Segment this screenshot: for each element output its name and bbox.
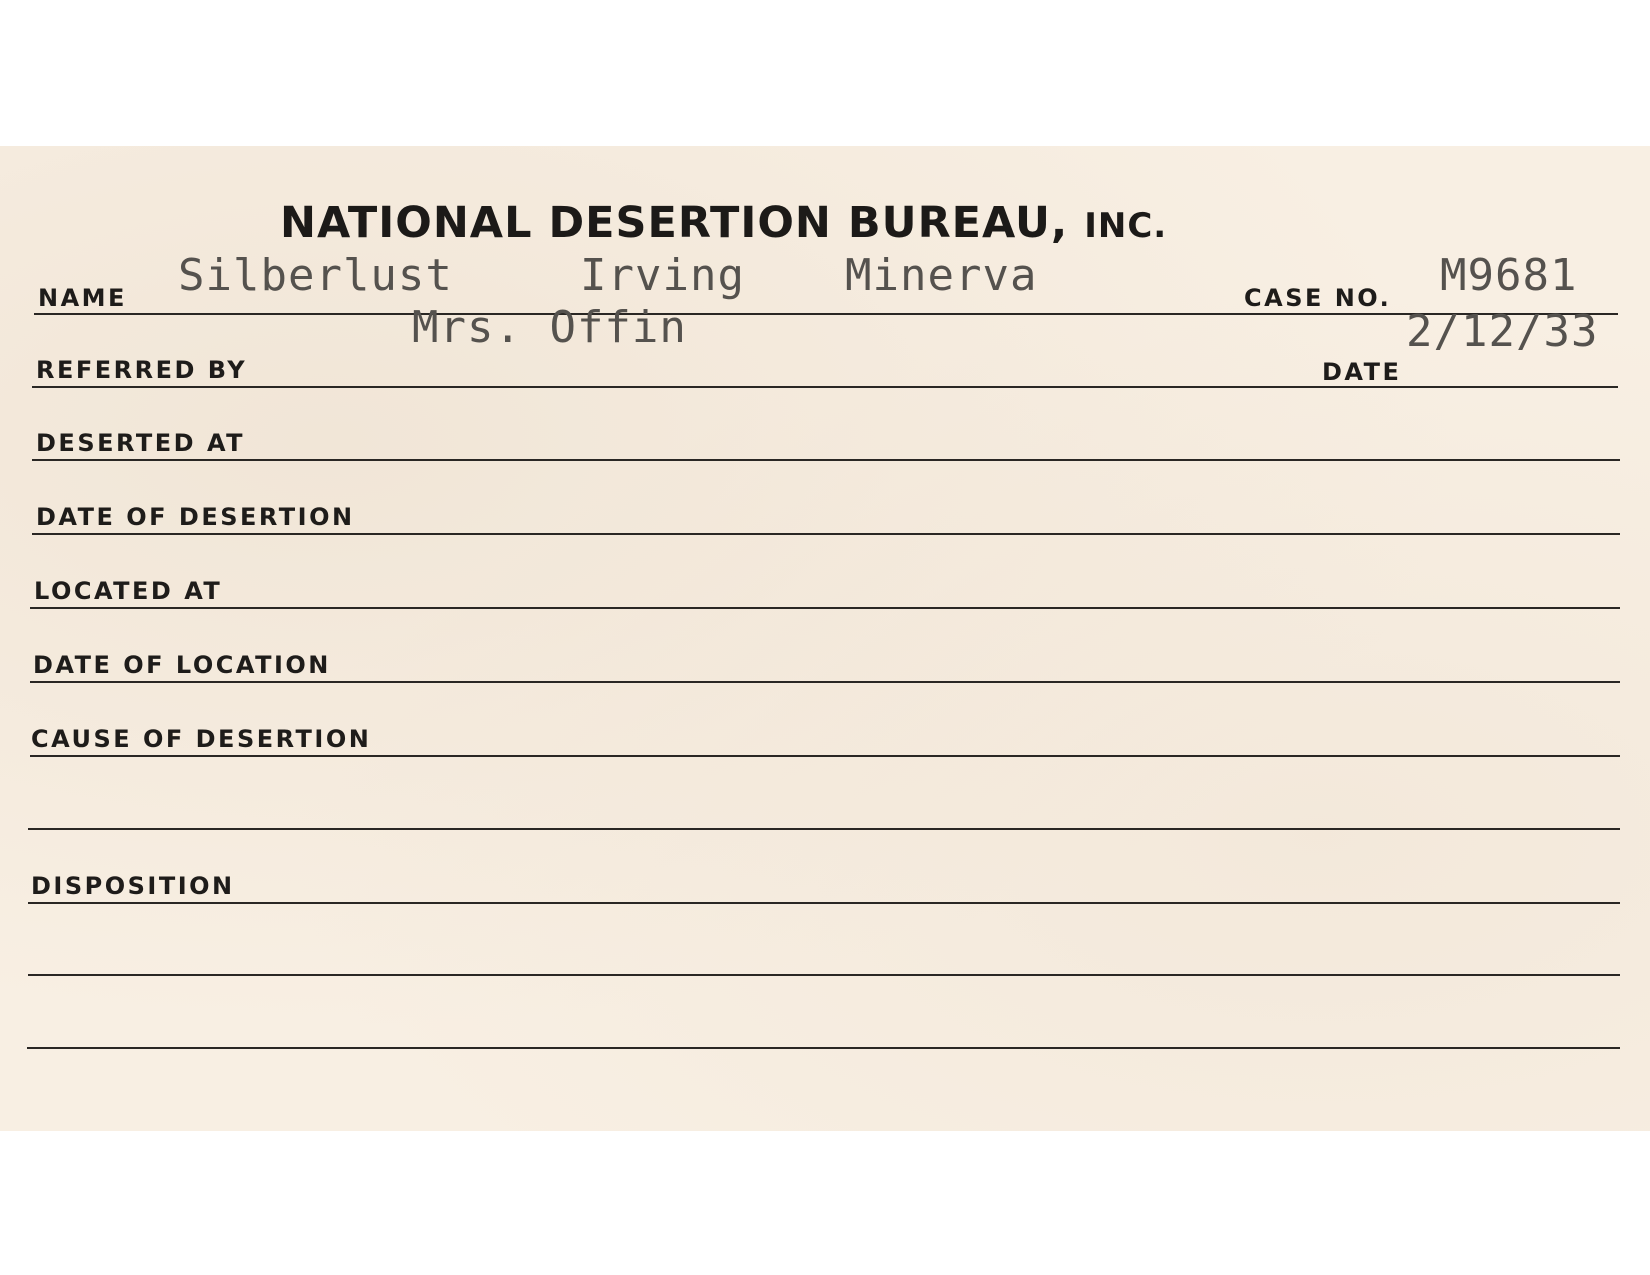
date-of-location-line — [30, 681, 1620, 683]
name-first-value: Irving — [580, 250, 745, 301]
card-heading — [280, 198, 1167, 248]
cause-continuation-line — [28, 828, 1620, 830]
heading-suffix: INC. — [1084, 206, 1168, 246]
cause-of-desertion-label: CAUSE OF DESERTION — [31, 725, 372, 753]
name-other-value: Minerva — [845, 250, 1038, 301]
date-of-desertion-line — [32, 533, 1620, 535]
deserted-at-line — [32, 459, 1620, 461]
deserted-at-label: DESERTED AT — [36, 429, 246, 457]
name-label: NAME — [38, 284, 127, 312]
disposition-label: DISPOSITION — [31, 872, 235, 900]
referred-by-line — [32, 386, 1618, 388]
index-card — [0, 146, 1650, 1131]
case-no-value: M9681 — [1440, 250, 1578, 301]
located-at-label: LOCATED AT — [34, 577, 223, 605]
referred-by-label: REFERRED BY — [36, 356, 248, 384]
referred-by-value: Mrs. Offin — [412, 302, 687, 353]
heading-title: NATIONAL DESERTION BUREAU, — [280, 198, 1069, 248]
case-no-label: CASE NO. — [1244, 284, 1392, 312]
date-of-location-label: DATE OF LOCATION — [33, 651, 331, 679]
blank-line-1 — [28, 974, 1620, 976]
disposition-line — [28, 902, 1620, 904]
date-value: 2/12/33 — [1406, 306, 1599, 357]
date-of-desertion-label: DATE OF DESERTION — [36, 503, 355, 531]
cause-of-desertion-line — [30, 755, 1620, 757]
name-surname-value: Silberlust — [178, 250, 453, 301]
date-label: DATE — [1322, 358, 1402, 386]
blank-line-2 — [27, 1047, 1620, 1049]
located-at-line — [30, 607, 1620, 609]
name-line — [34, 313, 1618, 315]
